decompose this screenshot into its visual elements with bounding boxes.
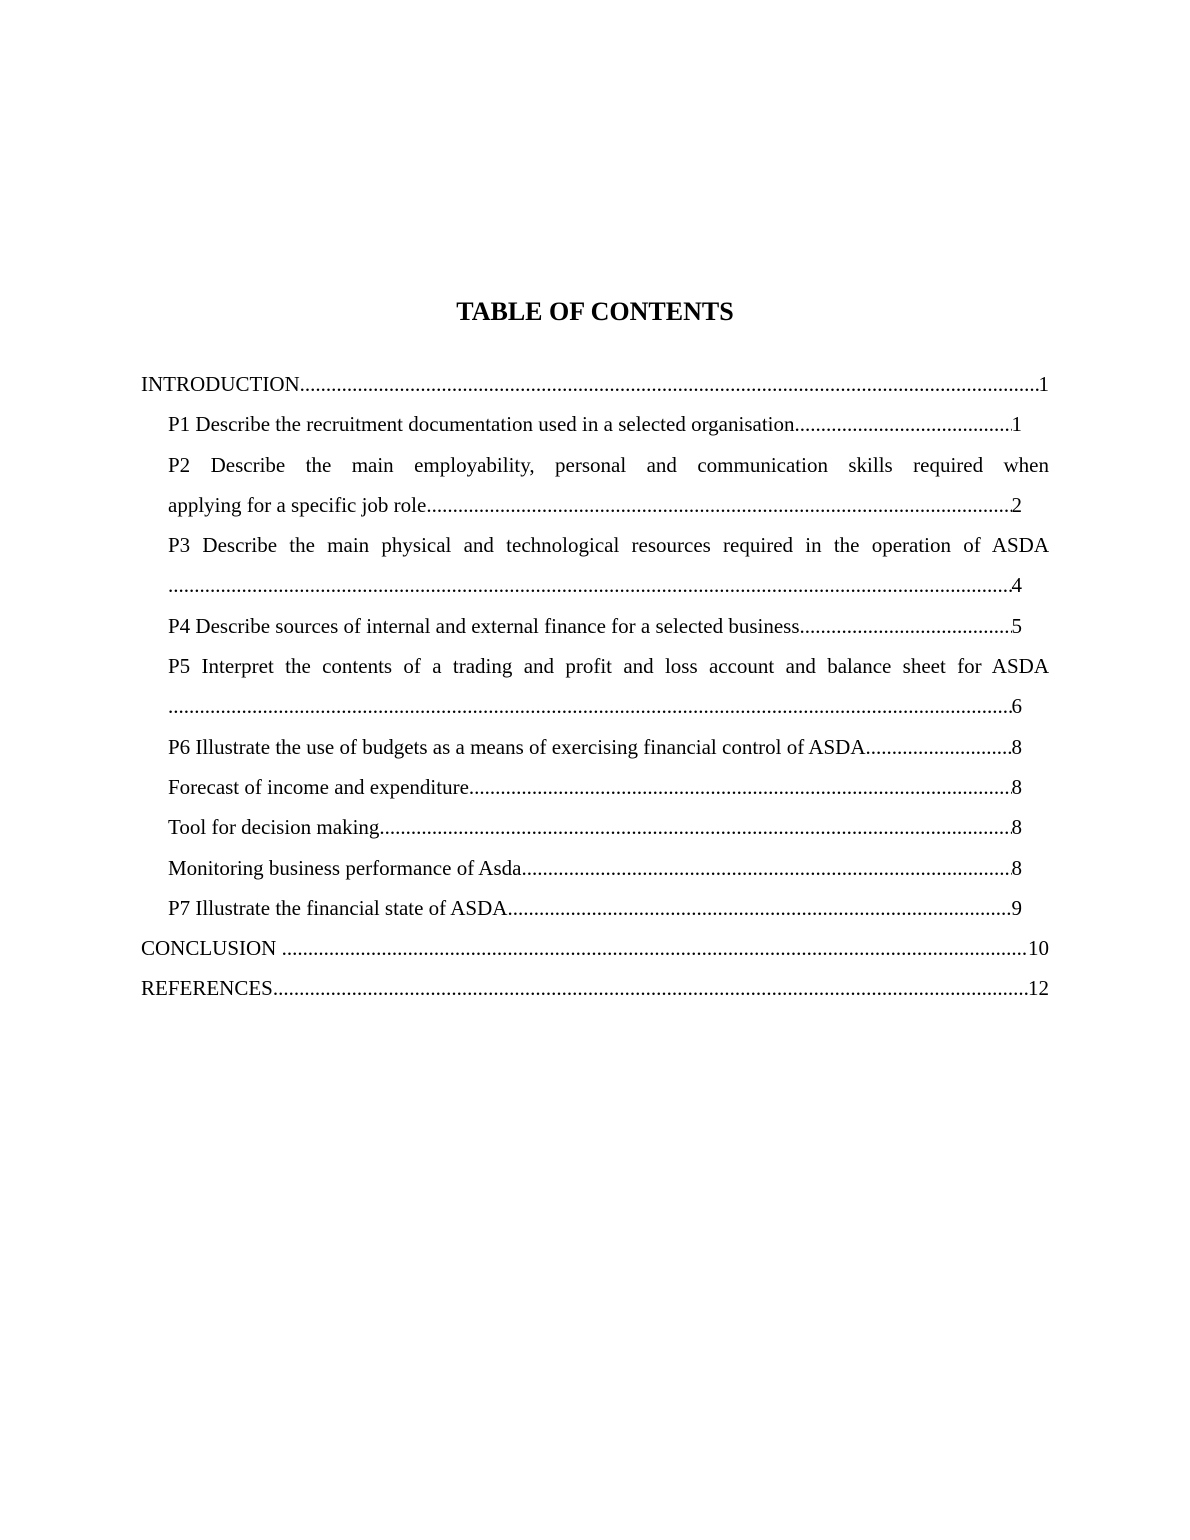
toc-entry-label: REFERENCES bbox=[141, 976, 273, 1001]
dot-leader bbox=[469, 767, 1012, 807]
dot-leader bbox=[521, 848, 1011, 888]
toc-page-number: 2 bbox=[1011, 492, 1022, 517]
toc-entry-label: P5 Interpret the contents of a trading and profit and loss account and balance sheet for ASDA bbox=[168, 654, 1049, 679]
toc-entry-decision-tool[interactable] bbox=[168, 807, 1022, 847]
toc-entry-p7[interactable] bbox=[168, 888, 1022, 928]
toc-entry-label: Monitoring business performance of Asda bbox=[168, 855, 522, 880]
toc-entry-p3-line2[interactable] bbox=[168, 565, 1022, 605]
toc-entry-label: Tool for decision making bbox=[168, 815, 380, 840]
toc-page-number: 9 bbox=[1011, 895, 1022, 920]
toc-entry-label: P6 Illustrate the use of budgets as a means of exercising financial control of ASDA bbox=[168, 734, 866, 759]
toc-page-number: 8 bbox=[1011, 734, 1022, 759]
toc-page-number: 8 bbox=[1011, 855, 1022, 880]
toc-entry-label: Forecast of income and expenditure bbox=[168, 774, 469, 799]
toc-page-number: 10 bbox=[1028, 936, 1049, 961]
dot-leader bbox=[800, 606, 1012, 646]
dot-leader bbox=[300, 364, 1039, 404]
toc-entry-p1[interactable] bbox=[168, 404, 1022, 444]
dot-leader bbox=[273, 968, 1028, 1008]
toc-entry-p2-line1[interactable] bbox=[168, 445, 1049, 485]
dot-leader bbox=[379, 807, 1011, 847]
toc-page-number: 1 bbox=[1011, 412, 1022, 437]
toc-page-number: 5 bbox=[1011, 613, 1022, 638]
toc-entry-label: P4 Describe sources of internal and external finance for a selected business bbox=[168, 613, 800, 638]
toc-page-number: 6 bbox=[1011, 694, 1022, 719]
toc-entry-label: P1 Describe the recruitment documentation used in a selected organisation bbox=[168, 412, 795, 437]
toc-page-number: 4 bbox=[1011, 573, 1022, 598]
dot-leader bbox=[282, 928, 1028, 968]
dot-leader bbox=[795, 404, 1012, 444]
toc-entry-monitoring[interactable] bbox=[168, 848, 1022, 888]
dot-leader bbox=[866, 727, 1012, 767]
toc-entry-label: CONCLUSION bbox=[141, 936, 282, 961]
toc-entry-p2-line2[interactable] bbox=[168, 485, 1022, 525]
toc-entry-p5-line1[interactable] bbox=[168, 646, 1049, 686]
dot-leader bbox=[168, 686, 1012, 726]
toc-entry-p6[interactable] bbox=[168, 727, 1022, 767]
dot-leader bbox=[168, 565, 1012, 605]
toc-page-number: 1 bbox=[1038, 372, 1049, 396]
toc-entry-p4[interactable] bbox=[168, 606, 1022, 646]
dot-leader bbox=[507, 888, 1011, 928]
toc-entry-p5-line2[interactable] bbox=[168, 686, 1022, 726]
toc-entry-forecast[interactable] bbox=[168, 767, 1022, 807]
toc-entry-conclusion[interactable] bbox=[141, 928, 1049, 968]
dot-leader bbox=[426, 485, 1011, 525]
toc-entry-label: P7 Illustrate the financial state of ASDA bbox=[168, 895, 508, 920]
toc-entry-introduction[interactable] bbox=[141, 364, 1049, 404]
page-title: TABLE OF CONTENTS bbox=[456, 297, 734, 326]
toc-entry-label: P2 Describe the main employability, personal and communication skills required when bbox=[168, 452, 1049, 477]
toc-entry-p3-line1[interactable] bbox=[168, 525, 1049, 565]
toc-entry-label: applying for a specific job role bbox=[168, 492, 427, 517]
toc-list bbox=[141, 364, 1049, 1009]
toc-page-number: 8 bbox=[1011, 774, 1022, 799]
toc-entry-label: P3 Describe the main physical and technological resources required in the operation of ASDA bbox=[168, 533, 1049, 558]
toc-entry-label: INTRODUCTION bbox=[141, 372, 300, 396]
toc-page-number: 12 bbox=[1028, 976, 1049, 1001]
toc-page-number: 8 bbox=[1011, 815, 1022, 840]
toc-entry-references[interactable] bbox=[141, 968, 1049, 1008]
